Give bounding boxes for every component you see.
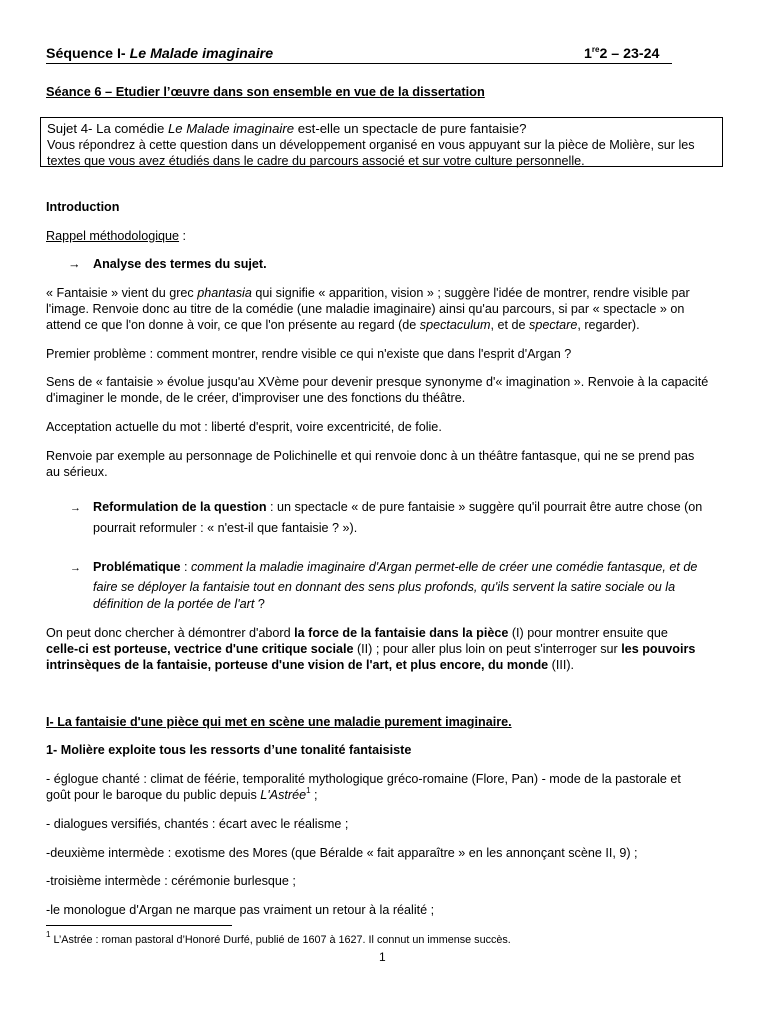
analyse-heading: Analyse des termes du sujet. bbox=[93, 257, 267, 271]
sequence-prefix: Séquence I- bbox=[46, 46, 130, 62]
class-sup: re bbox=[591, 45, 600, 54]
footnote-number: 1 bbox=[46, 930, 51, 939]
subject-line-2: Vous répondrez à cette question dans un développement organisé en vous appuyant sur la pièce de Molière, sur les bbox=[47, 138, 695, 152]
reform-line-1 bbox=[93, 499, 702, 515]
footnote-ref[interactable]: 1 bbox=[306, 786, 311, 795]
plan-line-2 bbox=[46, 641, 695, 657]
p1-line-3 bbox=[46, 317, 640, 333]
plan-line-3 bbox=[46, 657, 574, 673]
p1-l3-c: , regarder). bbox=[577, 318, 640, 332]
arrow-icon: → bbox=[68, 257, 81, 271]
p1-l3-b: , et de bbox=[490, 318, 530, 332]
class-year bbox=[584, 46, 659, 62]
p4-line: Acceptation actuelle du mot : liberté d'esprit, voire excentricité, de folie. bbox=[46, 420, 442, 434]
rappel-line bbox=[46, 228, 186, 244]
footnote bbox=[46, 930, 511, 947]
page-number: 1 bbox=[379, 950, 386, 964]
subject-prefix: Sujet 4- La comédie bbox=[47, 121, 168, 136]
prob-end: ? bbox=[254, 597, 265, 611]
list-item: -troisième intermède : cérémonie burlesque ; bbox=[46, 874, 296, 888]
item-a2-b: ; bbox=[310, 788, 318, 802]
reform-label: Reformulation de la question bbox=[93, 500, 267, 514]
reform-line-2: pourrait reformuler : « n'est-il que fantaisie ? »). bbox=[93, 521, 358, 535]
plan-l2-b: (II) ; pour aller plus loin on peut s'interroger sur bbox=[353, 642, 622, 656]
plan-l1-c: (I) pour montrer ensuite que bbox=[508, 626, 668, 640]
plan-line-1 bbox=[46, 625, 668, 641]
p1-l1-i: phantasia bbox=[197, 286, 252, 300]
list-item: - églogue chanté : climat de féérie, temporalité mythologique gréco-romaine (Flore, Pan) - mode de la pastorale et bbox=[46, 772, 681, 786]
subject-box bbox=[40, 117, 723, 167]
work-title: Le Malade imaginaire bbox=[129, 46, 274, 62]
rappel-label: Rappel méthodologique bbox=[46, 229, 180, 243]
item-a2-i: L'Astrée bbox=[260, 788, 307, 802]
class-level: 1 bbox=[584, 46, 592, 62]
arrow-icon: → bbox=[70, 562, 81, 574]
p1-l3-a: attend ce que l'on donne à voir, ce que l'on présente au regard (de bbox=[46, 318, 420, 332]
sequence-title bbox=[46, 46, 273, 62]
item-a2-a: goût pour le baroque du public depuis bbox=[46, 788, 261, 802]
subpart-one-heading: 1- Molière exploite tous les ressorts d’une tonalité fantaisiste bbox=[46, 743, 412, 757]
prob-text-1: comment la maladie imaginaire d'Argan permet-elle de créer une comédie fantasque, et de bbox=[190, 560, 698, 574]
p5-line-2: au sérieux. bbox=[46, 465, 108, 479]
p1-line-1 bbox=[46, 285, 690, 301]
p1-l3-i1: spectaculum bbox=[419, 318, 491, 332]
p2-line: Premier problème : comment montrer, rendre visible ce qui n'existe que dans l'esprit d'Argan ? bbox=[46, 347, 572, 361]
header-underline bbox=[46, 63, 672, 64]
p5-line-1: Renvoie par exemple au personnage de Polichinelle et qui renvoie donc à un théâtre fantasque, qui ne se prend pas bbox=[46, 449, 695, 463]
p1-l3-i2: spectare bbox=[529, 318, 578, 332]
plan-l3-b: (III). bbox=[548, 658, 575, 672]
prob-line-3 bbox=[93, 596, 265, 612]
intro-heading: Introduction bbox=[46, 200, 120, 214]
reform-rest: : un spectacle « de pure fantaisie » suggère qu'il pourrait être autre chose (on bbox=[266, 500, 703, 514]
prob-text-3: définition de la portée de l'art bbox=[93, 597, 255, 611]
subject-work-title: Le Malade imaginaire bbox=[167, 121, 295, 136]
subject-question: est-elle un spectacle de pure fantaisie? bbox=[294, 121, 527, 136]
part-one-heading: I- La fantaisie d'une pièce qui met en scène une maladie purement imaginaire. bbox=[46, 715, 512, 729]
seance-title: Séance 6 – Etudier l’œuvre dans son ensemble en vue de la dissertation bbox=[46, 84, 485, 99]
list-item bbox=[46, 787, 318, 803]
prob-line-2: faire se déployer la fantaisie tout en donnant des sens plus profonds, qu'ils servent la satire sociale ou la bbox=[93, 580, 676, 594]
footnote-text: L’Astrée : roman pastoral d’Honoré Durfé, publié de 1607 à 1627. Il connut un immense succès. bbox=[50, 934, 511, 946]
p1-l1-b: qui signifie « apparition, vision » ; suggère l'idée de montrer, rendre visible par bbox=[251, 286, 690, 300]
subject-line-3: textes que vous avez étudiés dans le cadre du parcours associé et sur votre culture personnelle. bbox=[47, 154, 585, 168]
page-header bbox=[46, 46, 672, 64]
plan-l2-a: celle-ci est porteuse, vectrice d'une critique sociale bbox=[46, 642, 354, 656]
arrow-icon: → bbox=[70, 502, 81, 514]
prob-colon: : bbox=[180, 560, 191, 574]
plan-l3-a: intrinsèques de la fantaisie, porteuse d'une vision de l'art, et plus encore, du monde bbox=[46, 658, 549, 672]
prob-line-1 bbox=[93, 559, 697, 575]
list-item: -deuxième intermède : exotisme des Mores (que Béralde « fait apparaître » en les annonçant scène II, 9) ; bbox=[46, 846, 638, 860]
footnote-separator bbox=[46, 925, 232, 926]
plan-l2-c: les pouvoirs bbox=[621, 642, 696, 656]
p3-line-2: d'imaginer le monde, de le créer, d'improviser une des fonctions du théâtre. bbox=[46, 391, 466, 405]
list-item: -le monologue d'Argan ne marque pas vraiment un retour à la réalité ; bbox=[46, 903, 435, 917]
prob-label: Problématique bbox=[93, 560, 181, 574]
rappel-colon: : bbox=[179, 229, 187, 243]
plan-l1-a: On peut donc chercher à démontrer d'abord bbox=[46, 626, 295, 640]
subject-line-1 bbox=[47, 121, 526, 137]
plan-l1-b: la force de la fantaisie dans la pièce bbox=[294, 626, 509, 640]
p1-line-2: l'image. Renvoie donc au titre de la comédie (une maladie imaginaire) ainsi qu'au parcours, si par « spectacle » on bbox=[46, 302, 685, 316]
p1-l1-a: « Fantaisie » vient du grec bbox=[46, 286, 198, 300]
p3-line-1: Sens de « fantaisie » évolue jusqu'au XVème pour devenir presque synonyme d'« imagination ». Renvoie à la capacité bbox=[46, 375, 709, 389]
class-year-text: 2 – 23-24 bbox=[599, 46, 660, 62]
list-item: - dialogues versifiés, chantés : écart avec le réalisme ; bbox=[46, 817, 349, 831]
